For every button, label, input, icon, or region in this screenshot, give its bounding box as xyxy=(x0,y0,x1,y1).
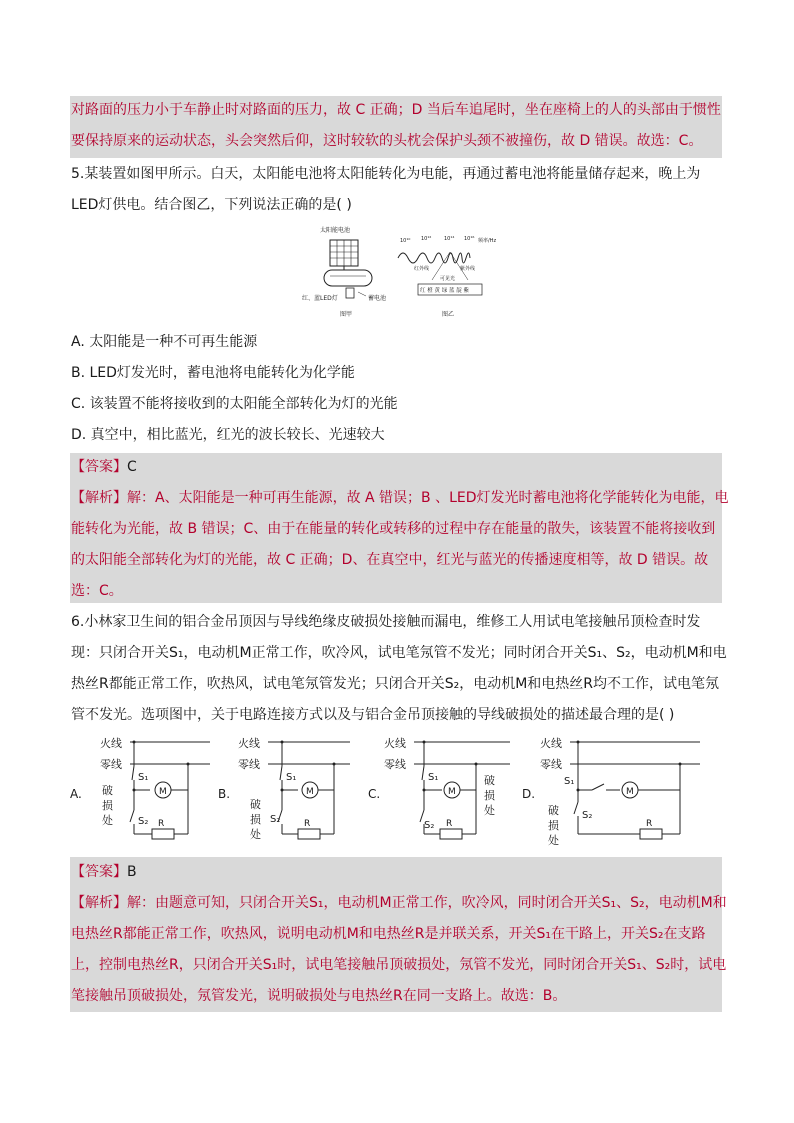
analysis-tag: 【解析】 xyxy=(71,490,127,506)
break-char: 处 xyxy=(250,828,261,841)
lamp-base-icon xyxy=(324,266,372,286)
circuit-a xyxy=(70,736,210,839)
break-char: 损 xyxy=(548,819,559,832)
r-label: R xyxy=(158,819,165,829)
break-char: 损 xyxy=(250,813,261,826)
analysis-tag: 【解析】 xyxy=(71,895,127,911)
visible-label: 可见光 xyxy=(440,276,456,282)
circuit-d xyxy=(522,736,700,847)
wave-icon xyxy=(398,253,470,263)
battery-label: 蓄电池 xyxy=(368,295,387,302)
q6-analysis-line: 笔接触吊顶破损处，氖管发光，说明破损处与电热丝R在同一支路上。故选：B。 xyxy=(71,988,567,1004)
q6-stem: 管不发光。选项图中，关于电路连接方式以及与铝合金吊顶接触的导线破损处的描述最合理的是( ) xyxy=(71,707,675,723)
spectrum-colors: 红 橙 黄 绿 蓝 靛 紫 xyxy=(420,288,469,294)
live-label: 火线 xyxy=(384,737,406,750)
caption-jia: 图甲 xyxy=(340,311,353,318)
break-char: 处 xyxy=(484,804,495,817)
break-char: 破 xyxy=(102,784,113,797)
break-char: 破 xyxy=(548,804,559,817)
neutral-label: 零线 xyxy=(384,758,406,771)
s2-label: S₂ xyxy=(582,810,593,821)
q5-answer-line xyxy=(71,457,137,477)
fig-jia xyxy=(302,226,386,318)
resistor-icon xyxy=(152,829,174,839)
solar-panel-icon xyxy=(330,240,358,266)
s1-label: S₁ xyxy=(286,772,297,783)
live-label: 火线 xyxy=(238,737,260,750)
answer-value: B xyxy=(127,864,137,880)
option-letter: D. xyxy=(522,787,536,801)
motor-label: M xyxy=(159,787,167,797)
break-char: 破 xyxy=(484,774,495,787)
break-char: 损 xyxy=(102,799,113,812)
q5-option-c: C. 该装置不能将接收到的太阳能全部转化为灯的光能 xyxy=(71,396,398,412)
prev-explanation-line: 要保持原来的运动状态，头会突然后仰，这时较软的头枕会保护头颈不被撞伤，故 D 错误。故选：C。 xyxy=(71,133,703,149)
uv-label: 紫外线 xyxy=(460,266,476,272)
answer-tag: 【答案】 xyxy=(71,459,127,475)
q5-analysis-line xyxy=(71,488,729,508)
q6-stem: 热丝R都能正常工作，吹热风，试电笔氖管发光；只闭合开关S₂，电动机M和电热丝R均不工作，试电笔氖 xyxy=(71,676,720,692)
motor-label: M xyxy=(306,787,314,797)
q5-option-d: D. 真空中，相比蓝光，红光的波长较长、光速较大 xyxy=(71,427,385,443)
solar-label: 太阳能电池 xyxy=(320,227,351,234)
freq-label: 频率/Hz xyxy=(478,238,497,244)
q5-option-b: B. LED灯发光时，蓄电池将电能转化为化学能 xyxy=(71,365,355,381)
neutral-label: 零线 xyxy=(238,758,260,771)
q6-circuits xyxy=(60,730,730,850)
live-label: 火线 xyxy=(540,737,562,750)
option-letter: C. xyxy=(368,787,381,801)
s1-label: S₁ xyxy=(138,772,149,783)
q6-stem: 现：只闭合开关S₁，电动机M正常工作，吹冷风，试电笔氖管不发光；同时闭合开关S₁、S₂，电动机M和电 xyxy=(71,645,727,661)
break-char: 处 xyxy=(548,834,559,847)
tick-label: 10¹⁴ xyxy=(444,236,455,242)
r-label: R xyxy=(304,819,311,829)
s1-label: S₁ xyxy=(564,776,575,787)
caption-yi: 图乙 xyxy=(442,311,455,318)
q6-answer-line xyxy=(71,862,137,882)
infrared-label: 红外线 xyxy=(414,266,430,272)
resistor-icon xyxy=(298,829,320,839)
s2-label: S₂ xyxy=(270,814,281,825)
q6-analysis-line: 电热丝R都能正常工作，吹热风，说明电动机M和电热丝R是并联关系，开关S₁在干路上，开关S₂在支路 xyxy=(71,926,706,942)
fig-yi xyxy=(398,236,496,318)
q5-analysis-line: 能转化为光能，故 B 错误；C、由于在能量的转化或转移的过程中存在能量的散失，该装置不能将接收到 xyxy=(71,521,716,537)
circuit-b xyxy=(218,736,350,841)
led-label: 红、蓝LED灯 xyxy=(302,295,338,302)
s2-label: S₂ xyxy=(424,820,435,831)
q5-stem: LED灯供电。结合图乙，下列说法正确的是( ) xyxy=(71,197,352,213)
break-char: 损 xyxy=(484,789,495,802)
answer-tag: 【答案】 xyxy=(71,864,127,880)
r-label: R xyxy=(446,819,453,829)
s2-label: S₂ xyxy=(138,816,149,827)
q5-option-a: A. 太阳能是一种不可再生能源 xyxy=(71,334,258,350)
prev-explanation-line: 对路面的压力小于车静止时对路面的压力，故 C 正确；D 当后车追尾时，坐在座椅上的人的头部由于惯性 xyxy=(71,102,721,118)
battery-icon xyxy=(346,288,354,298)
neutral-label: 零线 xyxy=(540,758,562,771)
option-letter: A. xyxy=(70,787,82,801)
q5-stem: 5.某装置如图甲所示。白天，太阳能电池将太阳能转化为电能，再通过蓄电池将能量储存起来，晚上为 xyxy=(71,166,701,182)
resistor-icon xyxy=(440,829,462,839)
break-char: 处 xyxy=(102,814,113,827)
tick-label: 10¹⁰ xyxy=(400,238,411,244)
analysis-text: 解：由题意可知，只闭合开关S₁，电动机M正常工作，吹冷风，同时闭合开关S₁、S₂，电动机M和 xyxy=(127,895,727,911)
neutral-label: 零线 xyxy=(100,758,122,771)
motor-label: M xyxy=(448,787,456,797)
resistor-icon xyxy=(640,829,662,839)
motor-label: M xyxy=(626,787,634,797)
q6-analysis-line xyxy=(71,893,727,913)
q5-analysis-line: 选：C。 xyxy=(71,583,123,599)
analysis-text: 解：A、太阳能是一种可再生能源，故 A 错误；B 、LED灯发光时蓄电池将化学能转化为电能，电 xyxy=(127,490,729,506)
circuit-c xyxy=(368,736,510,839)
q5-figure xyxy=(300,222,500,322)
tick-label: 10¹² xyxy=(421,236,432,242)
option-letter: B. xyxy=(218,787,231,801)
break-char: 破 xyxy=(250,798,261,811)
q6-analysis-line: 上，控制电热丝R，只闭合开关S₁时，试电笔接触吊顶破损处，氖管不发光，同时闭合开关S₁、S₂时，试电 xyxy=(71,957,727,973)
tick-label: 10¹⁶ xyxy=(464,236,475,242)
q6-stem: 6.小林家卫生间的铝合金吊顶因与导线绝缘皮破损处接触而漏电，维修工人用试电笔接触吊顶检查时发 xyxy=(71,614,701,630)
q5-analysis-line: 的太阳能全部转化为灯的光能，故 C 正确；D、在真空中，红光与蓝光的传播速度相等，故 D 错误。故 xyxy=(71,552,709,568)
answer-value: C xyxy=(127,459,137,475)
s1-label: S₁ xyxy=(428,772,439,783)
r-label: R xyxy=(646,819,653,829)
live-label: 火线 xyxy=(100,737,122,750)
